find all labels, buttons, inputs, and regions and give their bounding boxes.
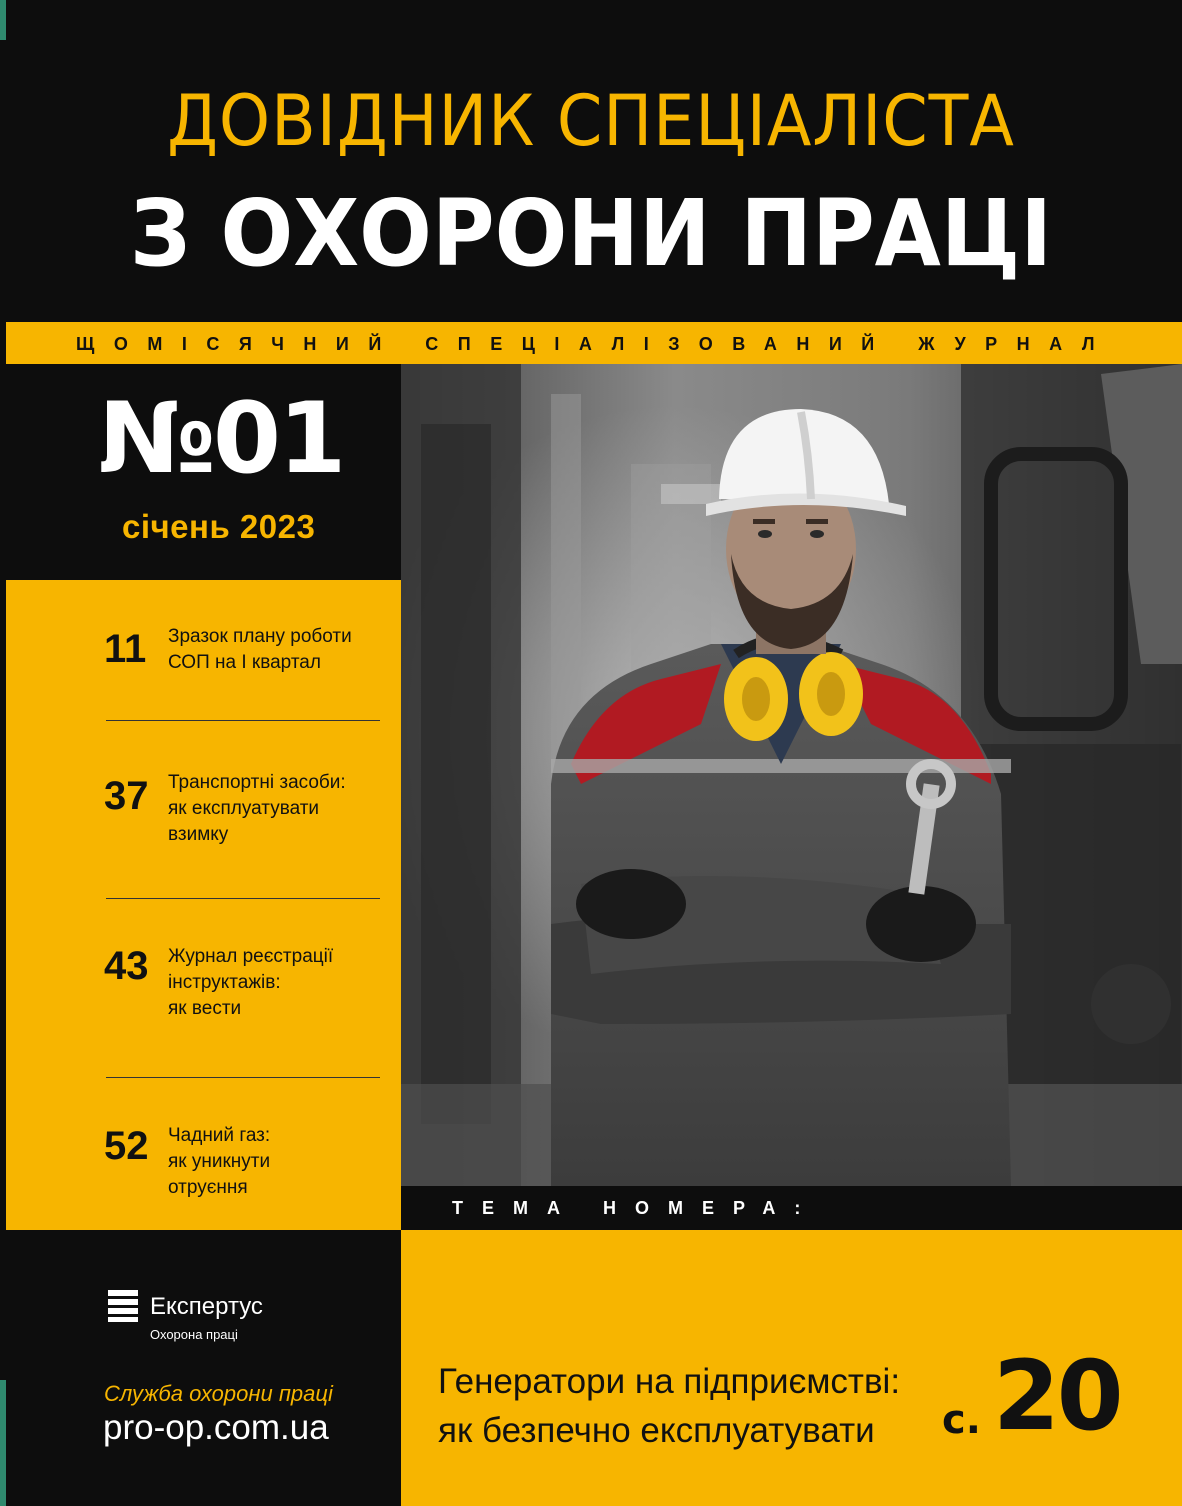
worker-in-hard-hat-photo <box>401 364 1182 1186</box>
feature-page-prefix: с. <box>942 1397 981 1443</box>
theme-label: ТЕМА НОМЕРА: <box>452 1198 820 1218</box>
toc-title-line: отруєння <box>168 1177 248 1198</box>
toc-divider <box>106 720 380 721</box>
toc-page-number: 11 <box>104 627 147 671</box>
toc-title-line: взимку <box>168 824 229 845</box>
service-label: Служба охорони праці <box>104 1381 333 1406</box>
toc-title <box>168 1123 383 1201</box>
toc-page-number: 37 <box>104 774 149 818</box>
feature-page-number: 20 <box>993 1340 1121 1452</box>
toc-page-number: 43 <box>104 944 149 988</box>
toc-title-line: Чадний газ: <box>168 1125 271 1146</box>
magazine-title-line-2: З ОХОРОНИ ПРАЦІ <box>129 180 1053 287</box>
toc-title-line: як вести <box>168 998 242 1019</box>
toc-title-line: як експлуатувати <box>168 798 320 819</box>
stacked-bars-logo-icon <box>108 1290 138 1322</box>
toc-title-line: Транспортні засоби: <box>168 772 346 793</box>
toc-title <box>168 624 383 676</box>
publisher-logo-name: Експертус <box>150 1293 263 1320</box>
toc-title-line: як уникнути <box>168 1151 271 1172</box>
website-link[interactable]: pro-op.com.ua <box>103 1408 329 1447</box>
magazine-title-line-1: ДОВІДНИК СПЕЦІАЛІСТА <box>167 80 1015 162</box>
magazine-subtitle: ЩОМІСЯЧНИЙ СПЕЦІАЛІЗОВАНИЙ ЖУРНАЛ <box>75 334 1115 354</box>
toc-title-line: Зразок плану роботи <box>168 626 352 647</box>
toc-title-line: СОП на І квартал <box>168 652 321 673</box>
toc-title <box>168 770 383 848</box>
feature-title-line-1[interactable]: Генератори на підприємстві: <box>438 1362 901 1401</box>
feature-title-line-2[interactable]: як безпечно експлуатувати <box>438 1411 875 1450</box>
toc-title <box>168 944 383 1022</box>
issue-number: №01 <box>98 382 344 496</box>
publisher-block <box>6 1230 401 1506</box>
toc-divider <box>106 1077 380 1078</box>
toc-title-line: інструктажів: <box>168 972 281 993</box>
publisher-logo-subtitle: Охорона праці <box>150 1327 238 1342</box>
toc-title-line: Журнал реєстрації <box>168 946 334 967</box>
toc-divider <box>106 898 380 899</box>
toc-page-number: 52 <box>104 1124 149 1168</box>
issue-date: січень 2023 <box>122 508 316 545</box>
